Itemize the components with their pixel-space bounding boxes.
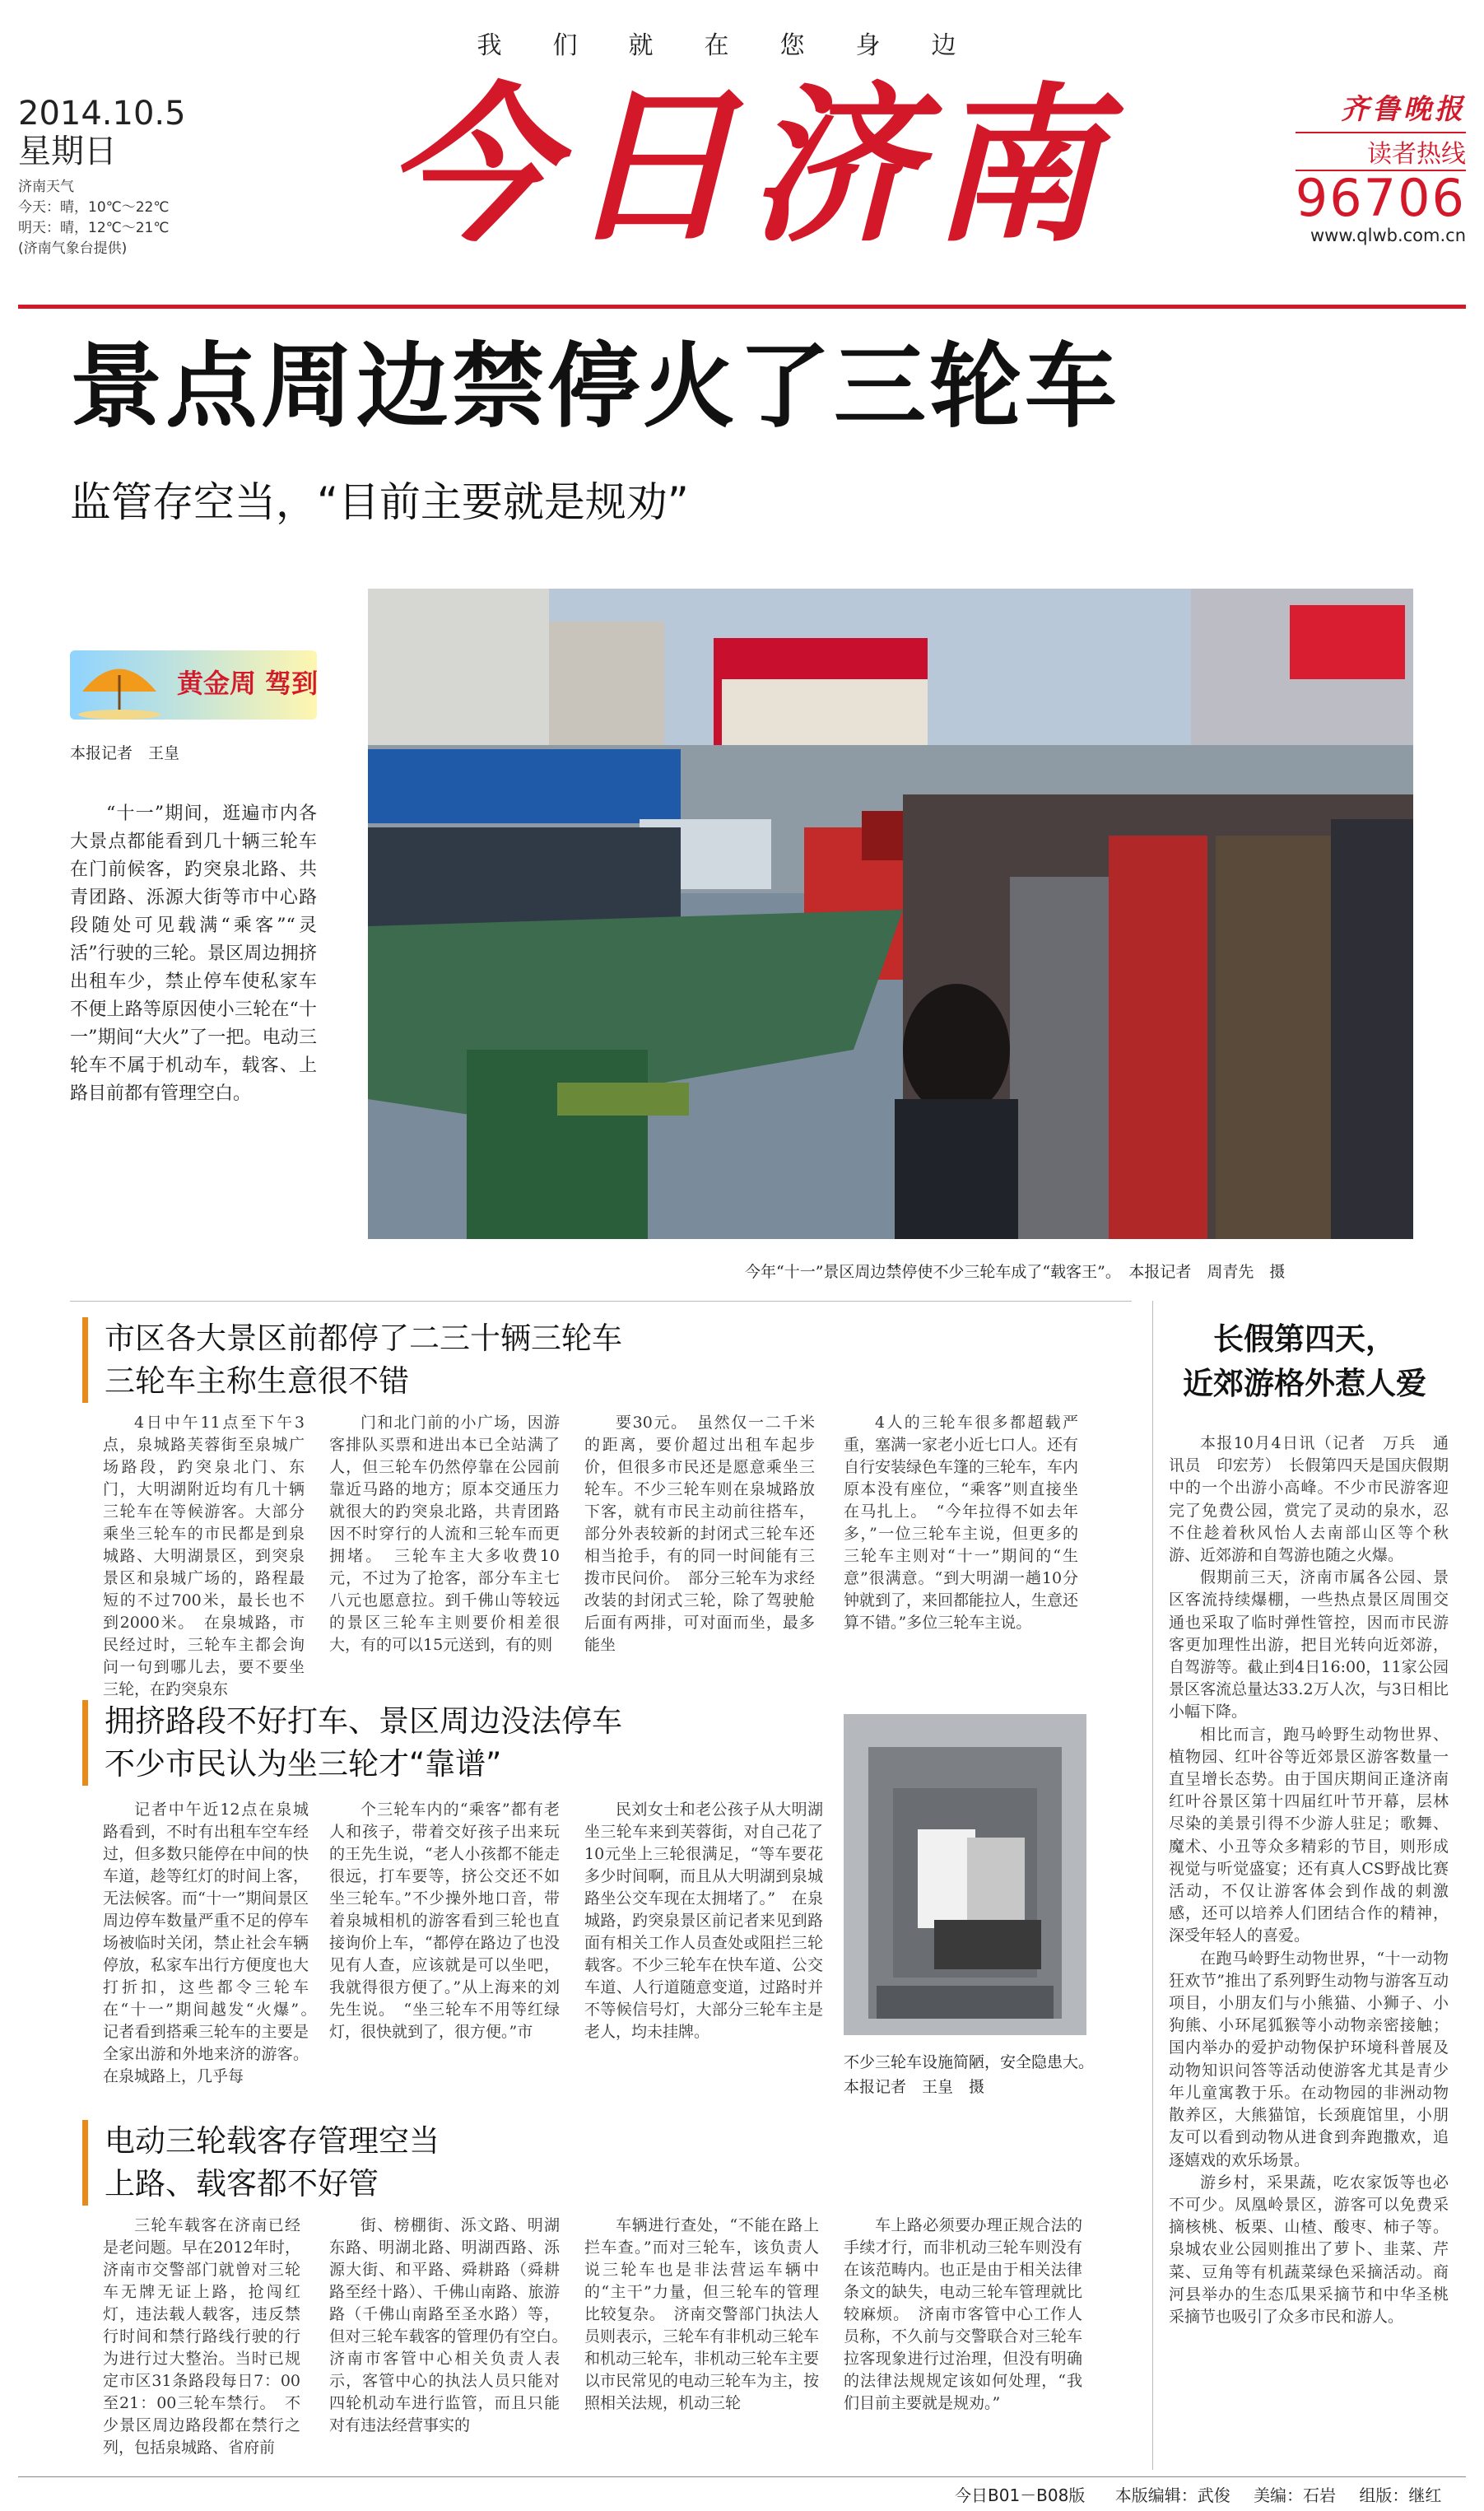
umbrella-icon — [70, 650, 169, 720]
section3-title-line2: 上路、载客都不好管 — [105, 2166, 379, 2201]
masthead-rule — [18, 305, 1466, 309]
sidebar-title-line1: 长假第四天， — [1213, 1321, 1396, 1357]
issue-date: 2014.10.5 — [18, 95, 186, 133]
section2-col3: 民刘女士和老公孩子从大明湖坐三轮车来到芙蓉街，对自己花了10元坐上三轮很满足，“等车要花多少时间啊，而且从大明湖到泉城路坐公交车现在太拥堵了。” 在泉城路，趵突泉景区前记者来见到路面有相关工作人员查处或阻拦三轮载客。不少三轮车在快车道、公交车道、人行道随意变道，过路时并不等候信号灯，大部分三轮车主是老人，均未挂牌。 — [584, 1801, 823, 2041]
sidebar-paragraph: 在跑马岭野生动物世界，“十一动物狂欢节”推出了系列野生动物与游客互动项目，小朋友们与小熊猫、小狮子、小狗熊、小环尾狐猴等小动物亲密接触；国内举办的爱护动物保护环境科普展及动物知识问答等活动使游客尤其是青少年儿童寓教于乐。在动物园的非洲动物散养区，大熊猫馆，长颈鹿馆里，小朋友可以看到动物从进食到奔跑撒欢，追逐嬉戏的欢乐场景。 — [1169, 1949, 1449, 2169]
main-photo-caption: 今年“十一”景区周边禁停使不少三轮车成了“载客王”。 本报记者 周青先 摄 — [745, 1263, 1286, 1281]
sidebar-title — [1165, 1317, 1444, 1406]
lead-text: “十一”期间，逛遍市内各大景点都能看到几十辆三轮车在门前候客，趵突泉北路、共青团路、泺源大街等市中心路段随处可见载满“乘客”“灵活”行驶的三轮。景区周边拥挤出租车少，禁止停车使私家车不便上路等原因使小三轮在“十一”期间“大火”了一把。电动三轮车不属于机动车，载客、上路目前都有管理空白。 — [70, 804, 317, 1104]
section-logo: 今日济南 — [385, 69, 1113, 265]
sidebar-title-line2: 近郊游格外惹人爱 — [1183, 1366, 1426, 1401]
sidebar-body — [1169, 1433, 1449, 2328]
weather-tomorrow: 明天：晴，12℃～21℃ — [18, 220, 170, 236]
section2-title-line1: 拥挤路段不好打车、景区周边没法停车 — [105, 1703, 622, 1739]
weather-today: 今天：晴，10℃～22℃ — [18, 199, 170, 216]
section1-col1: 4日中午11点至下午3点，泉城路芙蓉街至泉城广场路段，趵突泉北门、东门，大明湖附近均有几十辆三轮车在等候游客。大部分乘坐三轮车的市民都是到泉城路、大明湖景区，到突泉景区和泉城广场的，路程最短的不过700米，最长也不到2000米。 在泉城路，市民经过时，三轮车主都会询问一句到哪儿去，要不要坐三轮，在趵突泉东 — [103, 1414, 305, 1698]
section3-col1: 三轮车载客在济南已经是老问题。早在2012年时，济南市交警部门就曾对三轮车无牌无证上路，抢闯红灯，违法载人载客，违反禁行时间和禁行路线行驶的行为进行过大整治。当时已规定市区31条路段每日7：00至21：00三轮车禁行。 不少景区周边路段都在禁行之列，包括泉城路、省府前 — [103, 2216, 300, 2457]
section2-col1: 记者中午近12点在泉城路看到，不时有出租车空车经过，但多数只能停在中间的快车道，趁等红灯的时间上客，无法候客。而“十一”期间景区周边停车数量严重不足的停车场被临时关闭，禁止社会车辆停放，私家车出行方便度也大打折扣，这些都令三轮车在“十一”期间越发“火爆”。 记者看到搭乘三轮车的主要是全家出游和外地来济的游客。在泉城路上，几乎每 — [103, 1801, 325, 2085]
section3-col4: 车上路必须要办理正规合法的手续才行，而非机动三轮车则没有在该范畴内。也正是由于相关法律条文的缺失，电动三轮车管理就比较麻烦。 济南市客管中心工作人员称，不久前与交警联合对三轮车拉客现象进行过治理，但没有明确的法律法规规定该如何处理，“我们目前主要就是规劝。” — [844, 2216, 1082, 2412]
tricycle-interior-photo — [844, 1714, 1086, 2035]
paper-logo: 齐鲁晚报 — [1341, 93, 1466, 126]
footer-rule — [18, 2476, 1466, 2477]
section3-col2: 街、榜棚街、泺文路、明湖东路、明湖北路、明湖西路、泺源大街、和平路、舜耕路（舜耕路至经十路）、千佛山南路、旅游路（千佛山南路至圣水路）等，但对三轮车载客的管理仍有空白。 济南市客管中心相关负责人表示，客管中心的执法人员只能对四轮机动车进行监管，而且只能对有违法经营事实的 — [329, 2216, 576, 2434]
section1-col3: 要30元。 虽然仅一二千米的距离，要价超过出租车起步价，但很多市民还是愿意乘坐三轮车。不少三轮车则在泉城路放下客，就有市民主动前往搭车，部分外表较新的封闭式三轮车还相当抢手，有的同一时间能有三拨市民问价。 部分三轮车为求经改装的封闭式三轮，除了驾驶舱后面有两排，可对面而坐，最多能坐 — [584, 1414, 815, 1654]
tricycles-crowd-photo — [368, 589, 1413, 1239]
weather-title: 济南天气 — [18, 179, 74, 195]
interior-photo-caption: 不少三轮车设施简陋，安全隐患大。 本报记者 王皇 摄 — [844, 2053, 1102, 2096]
divider — [70, 1301, 1132, 1302]
section2-title — [82, 1700, 622, 1786]
footer-layout: 组版：继红 — [1359, 2485, 1442, 2505]
footer-info — [955, 2482, 1441, 2506]
website-link[interactable]: www.qlwb.com.cn — [1310, 226, 1466, 245]
footer-editor: 本版编辑：武俊 — [1114, 2485, 1230, 2505]
main-subhead: 监管存空当，“目前主要就是规劝” — [70, 478, 689, 526]
section3-col3: 车辆进行查处，“不能在路上拦车查。”而对三轮车，该负责人说三轮车也是非法营运车辆中的“主干”力量，但三轮车的管理比较复杂。 济南交警部门执法人员则表示，三轮车有非机动三轮车和机动三轮车，非机动三轮车主要以市民常见的电动三轮车为主，按照相关法规，机动三轮 — [584, 2216, 820, 2412]
section1-title-line1: 市区各大景区前都停了二三十辆三轮车 — [105, 1321, 622, 1356]
weather-source: (济南气象台提供) — [18, 240, 128, 257]
masthead-slogan: 我们就在您身边 — [477, 31, 1007, 60]
sidebar-paragraph: 本报10月4日讯（记者 万兵 通讯员 印宏芳） 长假第四天是国庆假期中的一个出游小高峰。不少市民游客迎完了免费公园，赏完了灵动的泉水，忍不住趁着秋风怡人去南部山区等个秋游、近郊游和自驾游也随之火爆。 — [1169, 1434, 1449, 1565]
section2-title-line2: 不少市民认为坐三轮才“靠谱” — [105, 1746, 502, 1782]
tricycle-interior-image — [844, 1714, 1086, 2035]
section1-col4: 4人的三轮车很多都超载严重，塞满一家老小近七口人。还有自行安装绿色车篷的三轮车，车内原本没有座位，“乘客”则直接坐在马扎上。 “今年拉得不如去年多，”一位三轮车主说，但更多的三轮车主则对“十一”期间的“生意”很满意。“到大明湖一趟10分钟就到了，来回都能拉人，生意还算不错。”多位三轮车主说。 — [844, 1414, 1079, 1632]
date-weather-box — [18, 95, 186, 259]
section3-title-line1: 电动三轮载客存管理空当 — [105, 2123, 440, 2159]
section2-col2: 个三轮车内的“乘客”都有老人和孩子，带着交好孩子出来玩的王先生说，“老人小孩都不能走很远，打车要等，挤公交还不如坐三轮车。”不少操外地口音，带着泉城相机的游客看到三轮也直接询价上车，“都停在路边了也没见有人查，应该就是可以坐吧，我就得很方便了。”从上海来的刘先生说。 “坐三轮车不用等红绿灯，很快就到了，很方便。”市 — [329, 1801, 560, 2041]
lead-byline: 本报记者 王皇 — [70, 744, 180, 762]
section1-title-line2: 三轮车主称生意很不错 — [105, 1363, 409, 1399]
footer-art: 美编：石岩 — [1254, 2485, 1337, 2505]
section3-title — [82, 2120, 440, 2206]
hotline-label: 读者热线 — [1296, 132, 1466, 171]
sidebar-paragraph: 相比而言，跑马岭野生动物世界、植物园、红叶谷等近郊景区游客数量一直呈增长态势。由于国庆期间正逢济南红叶谷景区第十四届红叶节开幕，层林尽染的美景引得不少游人驻足；歌舞、魔术、小丑等众多精彩的节目，则形成视觉与听觉盛宴；还有真人CS野战比赛活动，不仅让游客体会到作战的刺激感，还可以培养人们团结合作的精神，深受年轻人的喜爱。 — [1169, 1725, 1449, 1945]
paper-info-box — [1296, 86, 1466, 245]
section1-title — [82, 1317, 622, 1403]
section1-col2: 门和北门前的小广场，因游客排队买票和进出本已全站满了人，但三轮车仍然停靠在公园前靠近马路的地方；原本交通压力就很大的趵突泉北路，共青团路因不时穿行的人流和三轮车而更拥堵。 三轮车主大多收费10元，不过为了抢客，部分车主七八元也愿意拉。到千佛山等较远的景区三轮车主则要价相差很大，有的可以15元送到，有的则 — [329, 1414, 560, 1654]
footer-pages: 今日B01－B08版 — [955, 2485, 1086, 2505]
issue-weekday: 星期日 — [18, 133, 117, 170]
sidebar-paragraph: 游乡村，采果蔬，吃农家饭等也必不可少。凤凰岭景区，游客可以免费采摘核桃、板栗、山楂、酸枣、柿子等。泉城农业公园则推出了萝卜、韭菜、芹菜、豆角等有机蔬菜绿色采摘活动。商河县举办的生态瓜果采摘节和中华圣桃采摘节也吸引了众多市民和游人。 — [1169, 2173, 1449, 2326]
main-headline: 景点周边禁停火了三轮车 — [70, 333, 1120, 440]
banner-title: 黄金周 驾到 — [177, 668, 319, 699]
sidebar-paragraph: 假期前三天，济南市属各公园、景区客流持续爆棚，一些热点景区周围交通也采取了临时弹性管控，因而市民游客更加理性出游，把目光转向近郊游，自驾游等。截止到4日16:00，11家公园景区客流总量达33.2万人次，与3日相比小幅下降。 — [1169, 1568, 1449, 1721]
main-photo — [368, 589, 1413, 1239]
sidebar-divider — [1152, 1301, 1153, 2470]
hotline-number: 96706 — [1295, 168, 1466, 228]
